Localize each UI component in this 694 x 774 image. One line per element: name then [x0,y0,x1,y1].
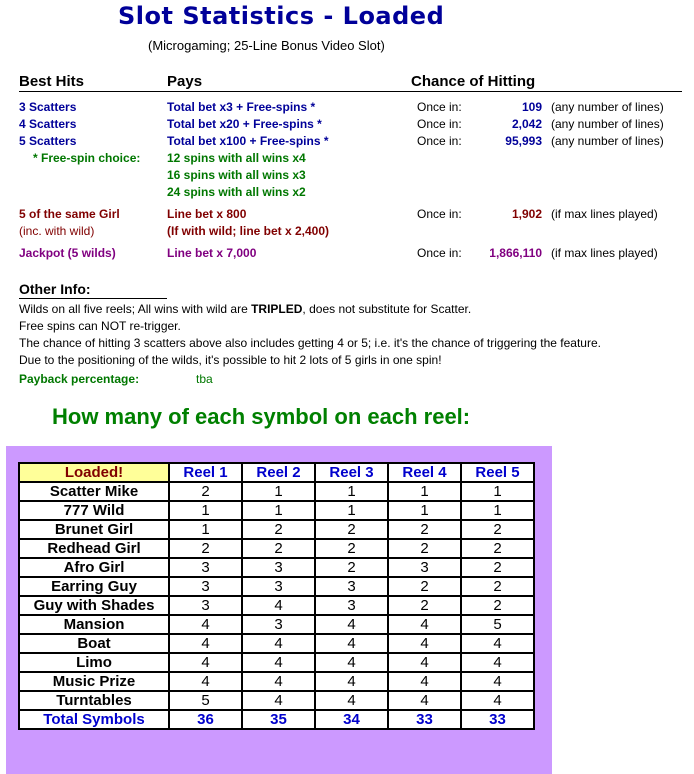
jackpot-hit-label: Jackpot (5 wilds) [19,246,116,260]
symbol-table [18,462,535,730]
payback-label: Payback percentage: [19,372,140,386]
jackpot-pay-label: Line bet x 7,000 [167,246,257,260]
symbol-count: 1 [388,482,461,501]
symbol-count: 1 [315,501,388,520]
chance-note: (any number of lines) [551,117,664,131]
symbol-count: 2 [315,558,388,577]
symbol-count: 3 [169,596,242,615]
symbol-count: 1 [388,501,461,520]
symbol-count: 4 [315,672,388,691]
symbol-count: 3 [169,558,242,577]
symbol-count: 4 [242,634,315,653]
table-row [19,501,534,520]
chance-value: 95,993 [505,134,542,148]
chance-note: (if max lines played) [551,246,658,260]
table-row [19,672,534,691]
pay-label: Total bet x100 + Free-spins * [167,134,329,148]
freespin-label: * Free-spin choice: [33,151,141,165]
table-row [19,539,534,558]
once-label: Once in: [417,100,462,114]
symbol-count: 2 [388,520,461,539]
symbol-count: 4 [242,691,315,710]
reel-header: Reel 3 [315,463,388,482]
symbol-count: 4 [169,634,242,653]
girl-hit-label: 5 of the same Girl [19,207,120,221]
table-row [19,482,534,501]
table-row [19,520,534,539]
symbol-count: 2 [315,539,388,558]
symbol-name: Limo [19,653,169,672]
symbol-count: 4 [461,653,534,672]
info-line-4: Due to the positioning of the wilds, it's possible to hit 2 lots of 5 girls in one spin! [19,353,442,367]
symbol-count: 1 [169,520,242,539]
symbol-count: 2 [388,577,461,596]
info-line-1: Wilds on all five reels; All wins with wild are TRIPLED, does not substitute for Scatter. [19,302,472,316]
symbol-count: 4 [315,634,388,653]
payback-value: tba [196,372,213,386]
symbol-name: Earring Guy [19,577,169,596]
symbol-count: 4 [315,653,388,672]
reel-header: Reel 1 [169,463,242,482]
chance-value: 109 [521,100,542,114]
table-corner-label: Loaded! [19,463,169,482]
freespin-option: 12 spins with all wins x4 [167,151,306,165]
header-divider [19,91,682,92]
freespin-option: 24 spins with all wins x2 [167,185,306,199]
symbol-count: 2 [242,520,315,539]
info-line-2: Free spins can NOT re-trigger. [19,319,181,333]
symbol-name: Brunet Girl [19,520,169,539]
symbol-count: 2 [461,558,534,577]
symbol-count: 4 [388,615,461,634]
symbol-count: 3 [388,558,461,577]
total-row [19,710,534,729]
other-info-divider [19,298,167,299]
other-info-title: Other Info: [19,281,91,297]
symbol-count: 2 [461,596,534,615]
symbol-count: 4 [461,634,534,653]
chance-value: 2,042 [511,117,542,131]
symbol-count: 3 [315,577,388,596]
symbol-count: 1 [461,482,534,501]
girl-hit-sublabel: (inc. with wild) [19,224,95,238]
symbol-count: 3 [242,615,315,634]
header-pays: Pays [167,73,203,90]
symbol-count: 3 [242,577,315,596]
symbol-count: 1 [242,501,315,520]
hit-label: 5 Scatters [19,134,77,148]
freespin-option: 16 spins with all wins x3 [167,168,306,182]
symbol-count: 2 [461,577,534,596]
symbol-count: 2 [388,539,461,558]
chance-note: (any number of lines) [551,134,664,148]
reel-header: Reel 2 [242,463,315,482]
symbol-table-header [19,463,534,482]
symbol-count: 1 [461,501,534,520]
total-count: 34 [315,710,388,729]
symbol-count: 4 [169,653,242,672]
hit-label: 3 Scatters [19,100,77,114]
pay-label: Total bet x20 + Free-spins * [167,117,322,131]
symbol-name: Boat [19,634,169,653]
symbol-count: 4 [388,672,461,691]
header-chance: Chance of Hitting [411,73,536,90]
total-label: Total Symbols [19,710,169,729]
symbol-count: 4 [315,615,388,634]
symbol-count: 4 [388,653,461,672]
table-row [19,653,534,672]
symbol-count: 3 [169,577,242,596]
table-row [19,558,534,577]
total-count: 33 [388,710,461,729]
symbol-count: 4 [388,691,461,710]
symbol-count: 5 [461,615,534,634]
table-row [19,691,534,710]
table-row [19,634,534,653]
total-count: 35 [242,710,315,729]
symbol-count: 4 [388,634,461,653]
page-subtitle: (Microgaming; 25-Line Bonus Video Slot) [148,38,385,53]
hit-label: 4 Scatters [19,117,77,131]
symbol-count: 2 [242,539,315,558]
chance-value: 1,866,110 [489,246,542,260]
table-row [19,615,534,634]
info-line-3: The chance of hitting 3 scatters above also includes getting 4 or 5; i.e. it's the chance of triggering the feature. [19,336,601,350]
once-label: Once in: [417,134,462,148]
table-row [19,577,534,596]
symbol-count: 4 [242,672,315,691]
header-best-hits: Best Hits [19,73,85,90]
symbol-name: Afro Girl [19,558,169,577]
symbol-count: 4 [242,653,315,672]
symbol-count: 4 [461,691,534,710]
once-label: Once in: [417,207,462,221]
page-title: Slot Statistics - Loaded [118,2,445,30]
total-count: 33 [461,710,534,729]
symbol-count: 2 [169,482,242,501]
symbol-name: 777 Wild [19,501,169,520]
table-row [19,596,534,615]
symbol-name: Redhead Girl [19,539,169,558]
symbol-count: 4 [242,596,315,615]
symbol-count: 4 [169,615,242,634]
symbol-count: 1 [242,482,315,501]
girl-pay-sublabel: (If with wild; line bet x 2,400) [167,224,330,238]
symbol-name: Turntables [19,691,169,710]
symbol-count: 5 [169,691,242,710]
symbol-count: 4 [169,672,242,691]
symbol-count: 1 [315,482,388,501]
reel-header: Reel 4 [388,463,461,482]
symbol-count: 3 [242,558,315,577]
symbol-name: Mansion [19,615,169,634]
symbol-count: 2 [315,520,388,539]
symbol-count: 2 [461,520,534,539]
symbol-name: Guy with Shades [19,596,169,615]
symbol-count: 1 [169,501,242,520]
once-label: Once in: [417,117,462,131]
symbol-count: 2 [388,596,461,615]
girl-pay-label: Line bet x 800 [167,207,247,221]
chance-note: (any number of lines) [551,100,664,114]
reel-header: Reel 5 [461,463,534,482]
chance-note: (if max lines played) [551,207,658,221]
total-count: 36 [169,710,242,729]
reel-heading: How many of each symbol on each reel: [52,404,471,429]
symbol-count: 4 [461,672,534,691]
symbol-count: 2 [461,539,534,558]
symbol-name: Scatter Mike [19,482,169,501]
pay-label: Total bet x3 + Free-spins * [167,100,316,114]
once-label: Once in: [417,246,462,260]
symbol-count: 2 [169,539,242,558]
chance-value: 1,902 [511,207,542,221]
symbol-count: 4 [315,691,388,710]
symbol-count: 3 [315,596,388,615]
symbol-name: Music Prize [19,672,169,691]
